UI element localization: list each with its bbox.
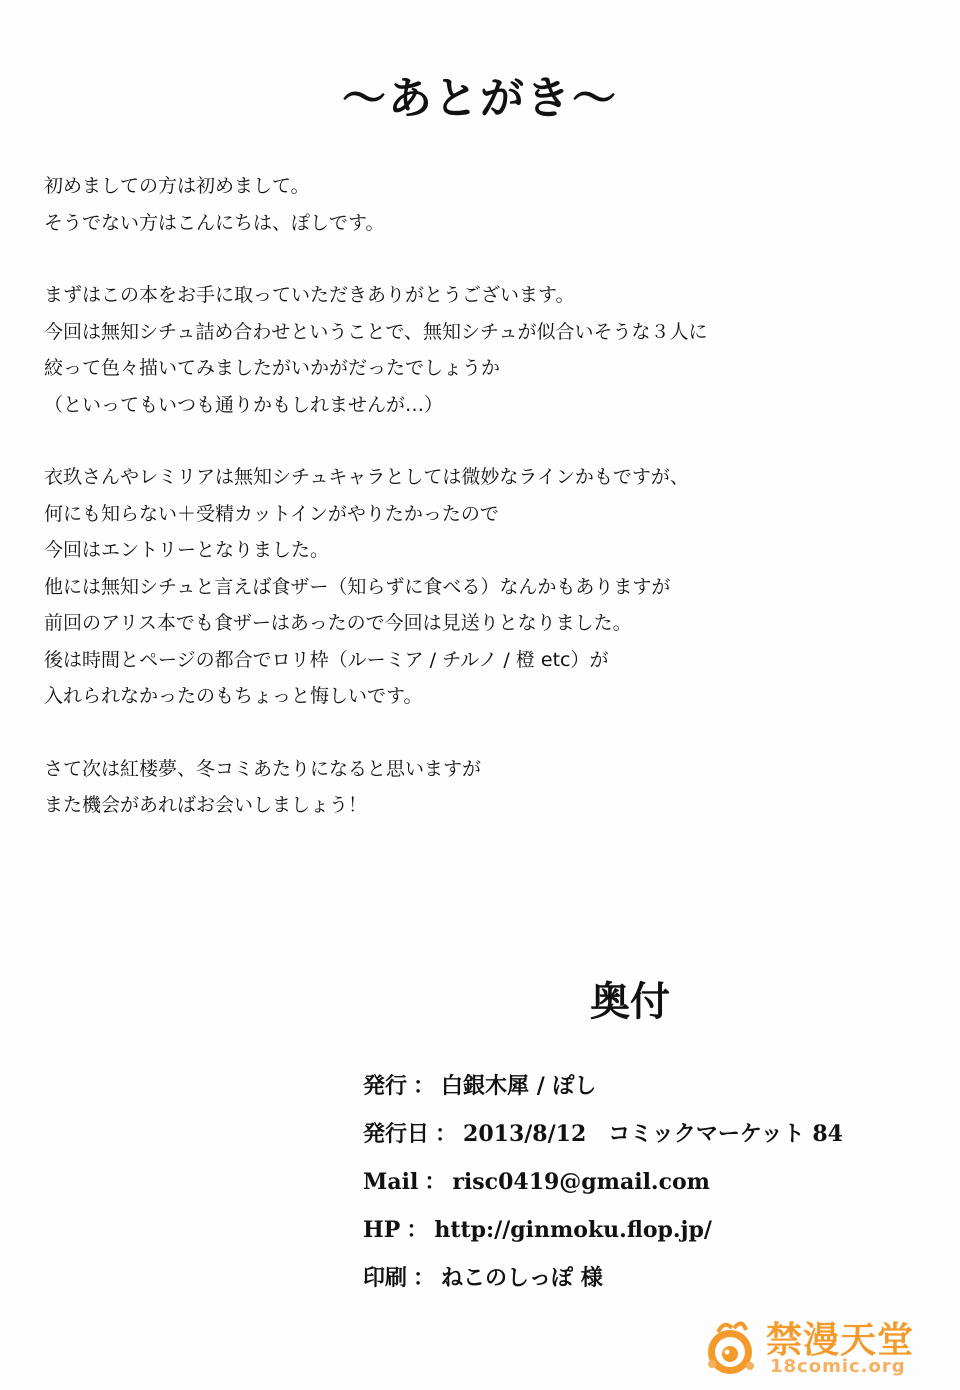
watermark (698, 1310, 928, 1382)
colophon-separator: ： (424, 1169, 447, 1195)
colophon-label: 発行 (363, 1073, 408, 1099)
text-line: 今回はエントリーとなりました。 (44, 539, 330, 561)
text-line: 後は時間とページの都合でロリ枠（ルーミア / チルノ / 橙 etc）が (44, 648, 609, 671)
afterword-title: ～あとがき～ (342, 73, 618, 124)
colophon-separator: ： (413, 1265, 436, 1291)
colophon-label: 印刷 (363, 1265, 408, 1291)
text-line: 衣玖さんやレミリアは無知シチュキャラとしては微妙なラインかもですが、 (44, 466, 689, 488)
colophon-label: HP (363, 1217, 401, 1243)
watermark-name: 禁漫天堂 (766, 1320, 915, 1361)
text-line: まずはこの本をお手に取っていただきありがとうございます。 (44, 284, 575, 306)
text-line: 今回は無知シチュ詰め合わせということで、無知シチュが似合いそうな３人に (44, 320, 708, 343)
colophon-label: Mail (363, 1169, 419, 1195)
text-line: そうでない方はこんにちは、ぽしです。 (44, 211, 385, 234)
text-line: 初めましての方は初めまして。 (44, 175, 310, 197)
mascot-logo-icon (698, 1314, 764, 1380)
text-line: また機会があればお会いしましょう！ (44, 794, 368, 816)
colophon-separator: ： (406, 1217, 429, 1243)
colophon-separator: ： (435, 1121, 458, 1147)
paragraph-thanks (44, 277, 924, 423)
text-line: （といってもいつも通りかもしれませんが…） (44, 393, 444, 416)
colophon-row-homepage (363, 1206, 943, 1254)
colophon-value: 白銀木犀 / ぽし (441, 1073, 597, 1099)
colophon-value: 2013/8/12 コミックマーケット 84 (463, 1121, 843, 1147)
paragraph-closing (44, 751, 924, 824)
text-line: 何にも知らない＋受精カットインがやりたかったので (44, 502, 499, 525)
text-line: 前回のアリス本でも食ザーはあったので今回は見送りとなりました。 (44, 612, 632, 634)
colophon-separator: ： (413, 1073, 436, 1099)
colophon-title: 奥付 (590, 978, 670, 1025)
colophon-value: http://ginmoku.flop.jp/ (434, 1217, 712, 1243)
colophon-row-printer (363, 1254, 943, 1302)
paragraph-characters (44, 459, 924, 715)
colophon-label: 発行日 (363, 1121, 430, 1147)
text-line: 他には無知シチュと言えば食ザー（知らずに食べる）なんかもありますが (44, 575, 671, 598)
text-line: 絞って色々描いてみましたがいかがだったでしょうか (44, 357, 501, 379)
text-line: さて次は紅楼夢、冬コミあたりになると思いますが (44, 757, 482, 780)
colophon-value: risc0419@gmail.com (452, 1169, 710, 1195)
watermark-url: 18comic.org (770, 1356, 906, 1377)
colophon-row-date (363, 1110, 943, 1158)
text-line: 入れられなかったのもちょっと悔しいです。 (44, 685, 423, 707)
colophon (363, 1062, 943, 1302)
colophon-row-mail (363, 1158, 943, 1206)
afterword-body (44, 168, 924, 860)
colophon-row-publisher (363, 1062, 943, 1110)
colophon-value: ねこのしっぽ 様 (441, 1265, 603, 1291)
paragraph-greeting (44, 168, 924, 241)
